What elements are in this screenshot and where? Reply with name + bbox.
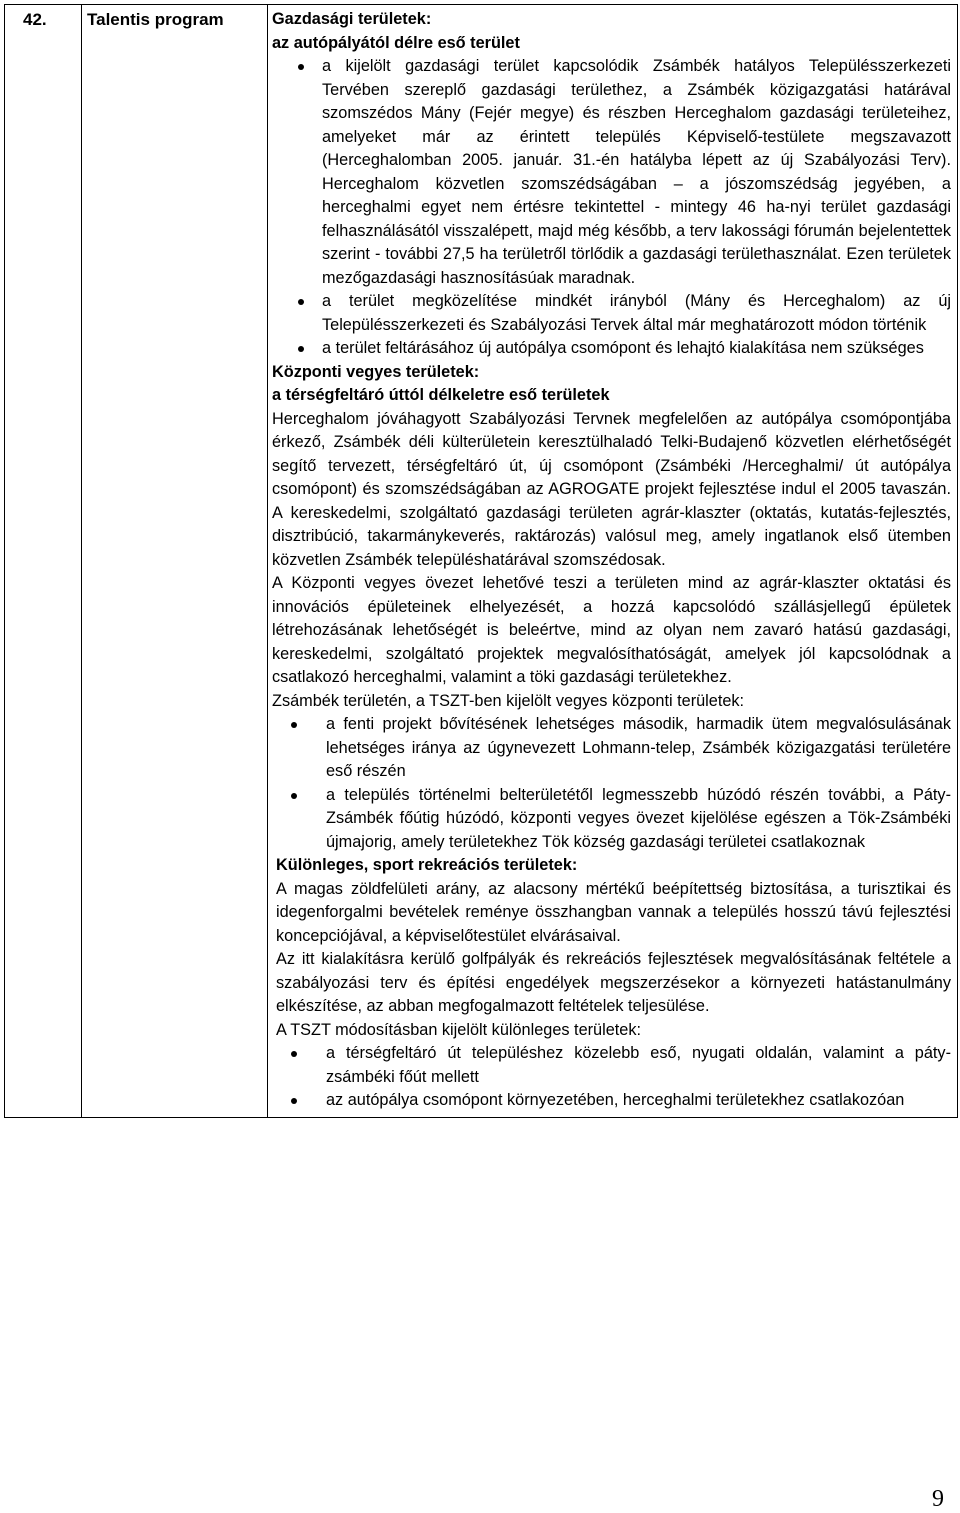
central-mixed-heading: Központi vegyes területek: — [272, 362, 480, 381]
special-sport-paragraph-1: A magas zöldfelületi arány, az alacsony mértékű beépítettség biztosítása, a turisztikai és idegenforgalmi bevételek reménye összhangban vannak a település hosszú távú fejlesztési koncepciójával, a képviselőtestület elvárásaival. — [276, 879, 951, 945]
page-number: 9 — [932, 1486, 944, 1512]
economic-areas-list — [272, 55, 951, 361]
list-item: a terület feltárásához új autópálya csomópont és lehajtó kialakítása nem szükséges — [272, 337, 951, 361]
central-mixed-list — [272, 713, 951, 854]
list-item: a térségfeltáró út településhez közelebb eső, nyugati oldalán, valamint a páty-zsámbéki főút mellett — [272, 1042, 951, 1089]
program-name: Talentis program — [87, 10, 224, 29]
special-sport-paragraph-3: A TSZT módosításban kijelölt különleges területek: — [276, 1020, 642, 1039]
row-number-cell — [5, 5, 82, 1118]
list-item: a terület megközelítése mindkét irányból (Mány és Herceghalom) az új Településszerkezeti és Szabályozási Tervek által már meghatározott módon történik — [272, 290, 951, 337]
central-mixed-paragraph-1: Herceghalom jóváhagyott Szabályozási Tervnek megfelelően az autópálya csomópontjába érkező, Zsámbék déli külterületein keresztülhaladó Telki-Budajenő közvetlen elérhetőségét segítő tervezett, térségfeltáró út, új csomópont (Zsámbéki /Herceghalmi/ út autópálya csomópont) és szomszédságában az AGROGATE projekt fejlesztése indul el 2005 tavaszán. A kereskedelmi, szolgáltató gazdasági területen agrár-klaszter (oktatás, kutatás-fejlesztés, disztribúció, takarmánykeverés, raktározás) valósul meg, amely ingatlanok első ütemben közvetlen Zsámbék településhatárával szomszédosak. — [272, 409, 951, 569]
list-item: a fenti projekt bővítésének lehetséges második, harmadik ütem megvalósulásának lehetséges iránya az úgynevezett Lohmann-telep, Zsámbék közigazgatási területére eső részén — [272, 713, 951, 784]
special-sport-paragraph-2: Az itt kialakításra kerülő golfpályák és rekreációs fejlesztések megvalósításának feltétele a szabályozási terv és építési engedélyek megszerzésekor a környezeti hatástanulmány elkészítése, az abban megfogalmazott feltételek teljesülése. — [276, 950, 951, 1015]
table-row — [5, 5, 958, 1118]
central-mixed-subheading: a térségfeltáró úttól délkeletre eső területek — [272, 386, 610, 404]
list-item: a település történelmi belterületétől legmesszebb húzódó részén további, a Páty-Zsámbék főútig húzódó, központi vegyes övezet kijelölése egészen a Tök-Zsámbéki újmajorig, amely területekhez Tök község gazdasági területei csatlakoznak — [272, 784, 951, 855]
program-table — [4, 4, 958, 1118]
list-item: az autópálya csomópont környezetében, herceghalmi területekhez csatlakozóan — [272, 1089, 951, 1113]
special-sport-heading: Különleges, sport rekreációs területek: — [276, 856, 578, 874]
description-content — [268, 5, 957, 1117]
list-item: a kijelölt gazdasági terület kapcsolódik Zsámbék hatályos Településszerkezeti Tervében szereplő gazdasági területhez, a Zsámbék közigazgatási határával szomszédos Mány (Fejér megye) és részben Herceghalom gazdasági területeihez, amelyeket már az érintett település Képviselő-testülete megszavazott (Herceghalomban 2005. január. 31.-én hatályba lépett az új Szabályozási Terv). Herceghalom közvetlen szomszédságában – a jószomszédság jegyében, a herceghalmi egyet nem értésre tekintettel - mintegy 46 ha-nyi terület gazdasági felhasználásától visszalépett, majd még később, a terv lakossági fórumán bejelentettek szerint - további 27,5 ha területről törlődik a gazdasági területhasználat. Ezen területek mezőgazdasági hasznosításúak maradnak. — [272, 55, 951, 290]
central-mixed-paragraph-2: A Központi vegyes övezet lehetővé teszi a területen mind az agrár-klaszter oktatási és innovációs épületeinek elhelyezését, a hozzá kapcsolódó szállásjellegű épületek létrehozásának lehetőségét is beleértve, mind az olyan nem zavaró hatású gazdasági, kereskedelmi, szolgáltató projektek megvalósíthatóságát, amelyek jól kapcsolódnak a csatlakozó herceghalmi, valamint a töki gazdasági területekhez. — [272, 574, 951, 686]
special-sport-list — [272, 1042, 951, 1113]
program-name-cell — [82, 5, 268, 1118]
economic-areas-subheading: az autópályától délre eső terület — [272, 33, 520, 52]
economic-areas-heading: Gazdasági területek: — [272, 10, 432, 28]
central-mixed-paragraph-3: Zsámbék területén, a TSZT-ben kijelölt vegyes központi területek: — [272, 691, 745, 710]
row-number: 42. — [23, 10, 47, 29]
description-cell — [268, 5, 958, 1118]
